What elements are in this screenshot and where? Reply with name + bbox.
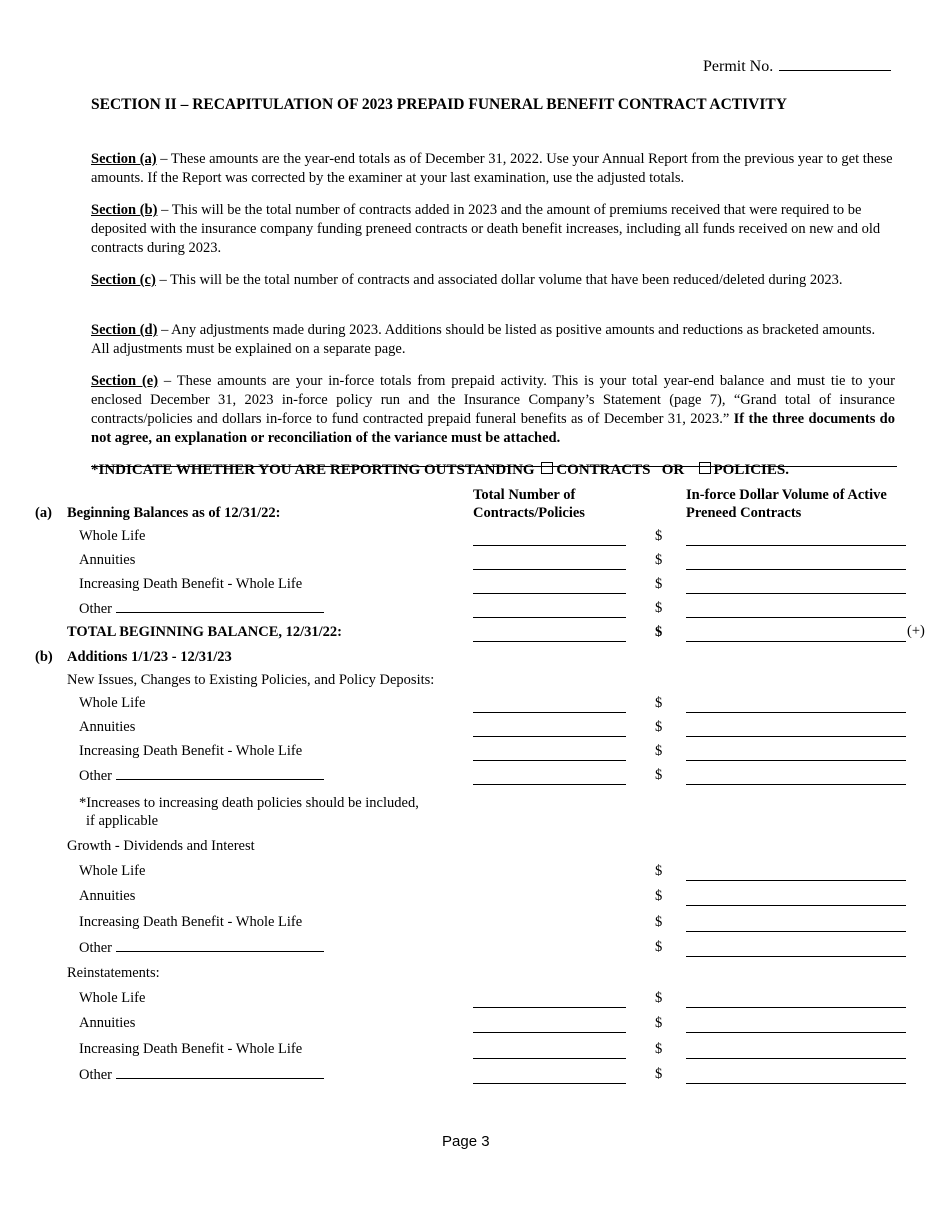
instruction-section-d: [91, 321, 895, 359]
policies-option-label: POLICIES.: [713, 462, 789, 478]
instruction-text: – These amounts are the year-end totals as of December 31, 2022. Use your Annual Report from the previous year to get these amounts. If the Report was corrected by the examiner at your last examination, use the adjusted totals.: [91, 151, 893, 186]
dollar-sign: $: [655, 767, 663, 783]
dollar-sign: $: [655, 743, 663, 759]
amount-field[interactable]: [686, 956, 906, 957]
row-label: Annuities: [79, 1015, 136, 1031]
increase-note-line2: if applicable: [86, 813, 159, 829]
permit-number-field[interactable]: [779, 56, 891, 71]
new-issues-heading: New Issues, Changes to Existing Policies, and Policy Deposits:: [67, 672, 435, 688]
other-label: Other: [79, 1067, 113, 1083]
row-label: Whole Life: [79, 990, 146, 1006]
policies-checkbox[interactable]: [699, 462, 711, 474]
amount-field[interactable]: [686, 784, 906, 785]
other-description-field[interactable]: [116, 939, 324, 952]
row-label: Annuities: [79, 888, 136, 904]
dollar-sign: $: [655, 1066, 663, 1082]
contracts-checkbox[interactable]: [541, 462, 553, 474]
count-field[interactable]: [473, 569, 626, 570]
dollar-sign: $: [655, 695, 663, 711]
section-title: SECTION II – RECAPITULATION OF 2023 PREPAID FUNERAL BENEFIT CONTRACT ACTIVITY: [91, 96, 787, 113]
count-field[interactable]: [473, 784, 626, 785]
instruction-text: – These amounts are your in-force totals from prepaid activity. This is your total year-end balance and must tie to your enclosed December 31, 2023 in-force policy run and the Insurance Company’s Statement (page 7), “Grand total of insurance contracts/policies and dollars in-force to fund contracted prepaid funeral benefits as of December 31, 2023.”: [91, 373, 895, 427]
amount-field[interactable]: [686, 569, 906, 570]
amount-field[interactable]: [686, 931, 906, 932]
amount-field[interactable]: [686, 1032, 906, 1033]
row-label-other: [79, 1066, 324, 1084]
row-label: Whole Life: [79, 528, 146, 544]
section-b-letter: (b): [35, 649, 53, 665]
instruction-section-e: [91, 372, 895, 448]
instruction-section-b: [91, 201, 895, 258]
amount-field[interactable]: [686, 1058, 906, 1059]
other-label: Other: [79, 940, 113, 956]
dollar-sign: $: [655, 600, 663, 616]
total-amount-field[interactable]: [686, 641, 906, 642]
instruction-text: – This will be the total number of contracts and associated dollar volume that have been reduced/deleted during 2023.: [155, 272, 843, 288]
count-field[interactable]: [473, 593, 626, 594]
amount-field[interactable]: [686, 905, 906, 906]
row-label: Increasing Death Benefit - Whole Life: [79, 576, 303, 592]
other-description-field[interactable]: [116, 600, 324, 613]
column-header-count: Total Number of Contracts/Policies: [473, 487, 585, 521]
row-label-other: [79, 939, 324, 957]
instruction-bold-text: If the three documents do not agree, an explanation or reconciliation of the variance must be attached.: [91, 411, 896, 446]
dollar-sign: $: [655, 552, 663, 568]
count-field[interactable]: [473, 712, 626, 713]
amount-field[interactable]: [686, 880, 906, 881]
row-label: Whole Life: [79, 695, 146, 711]
amount-field[interactable]: [686, 736, 906, 737]
section-a-letter: (a): [35, 505, 52, 521]
row-label: Increasing Death Benefit - Whole Life: [79, 914, 303, 930]
row-label: Increasing Death Benefit - Whole Life: [79, 1041, 303, 1057]
dollar-sign: $: [655, 624, 663, 640]
count-field[interactable]: [473, 1032, 626, 1033]
column-header-volume: In-force Dollar Volume of Active Preneed Contracts: [686, 487, 887, 521]
count-field[interactable]: [473, 545, 626, 546]
count-field[interactable]: [473, 1083, 626, 1084]
indicate-reporting: [91, 462, 789, 479]
other-description-field[interactable]: [116, 767, 324, 780]
dollar-sign: $: [655, 863, 663, 879]
dollar-sign: $: [655, 1041, 663, 1057]
count-field[interactable]: [473, 760, 626, 761]
row-label: Annuities: [79, 719, 136, 735]
row-label: Increasing Death Benefit - Whole Life: [79, 743, 303, 759]
plus-marker: (+): [907, 623, 925, 639]
other-description-field[interactable]: [116, 1066, 324, 1079]
amount-field[interactable]: [686, 1007, 906, 1008]
amount-field[interactable]: [686, 593, 906, 594]
amount-field[interactable]: [686, 545, 906, 546]
or-label: OR: [661, 462, 685, 478]
dollar-sign: $: [655, 888, 663, 904]
growth-heading: Growth - Dividends and Interest: [67, 838, 255, 854]
dollar-sign: $: [655, 719, 663, 735]
increase-note-line1: *Increases to increasing death policies should be included,: [79, 795, 419, 811]
row-label: Annuities: [79, 552, 136, 568]
indicate-prefix: *INDICATE WHETHER YOU ARE REPORTING OUTSTANDING: [91, 462, 535, 478]
amount-field[interactable]: [686, 617, 906, 618]
instruction-label: Section (a): [91, 151, 157, 167]
count-field[interactable]: [473, 736, 626, 737]
dollar-sign: $: [655, 990, 663, 1006]
indicate-divider: [91, 466, 897, 467]
reinstatements-heading: Reinstatements:: [67, 965, 160, 981]
permit-label: Permit No.: [703, 58, 774, 75]
instruction-label: Section (c): [91, 272, 156, 288]
count-field[interactable]: [473, 617, 626, 618]
instruction-section-a: [91, 150, 895, 188]
instruction-label: Section (d): [91, 322, 158, 338]
dollar-sign: $: [655, 528, 663, 544]
count-field[interactable]: [473, 1058, 626, 1059]
page-number: Page 3: [442, 1133, 490, 1150]
contracts-option-label: CONTRACTS: [556, 462, 651, 478]
instruction-section-c: [91, 271, 895, 290]
instruction-text: – This will be the total number of contracts added in 2023 and the amount of premiums received that were required to be deposited with the insurance company funding preneed contracts or death benefit increases, including all funds received on new and old contracts during 2023.: [91, 202, 881, 256]
dollar-sign: $: [655, 1015, 663, 1031]
total-count-field[interactable]: [473, 641, 626, 642]
dollar-sign: $: [655, 939, 663, 955]
count-field[interactable]: [473, 1007, 626, 1008]
amount-field[interactable]: [686, 712, 906, 713]
permit-number: [703, 56, 891, 76]
dollar-sign: $: [655, 576, 663, 592]
section-b-heading: Additions 1/1/23 - 12/31/23: [67, 649, 232, 665]
total-beginning-balance-label: TOTAL BEGINNING BALANCE, 12/31/22:: [67, 624, 343, 640]
instruction-label: Section (b): [91, 202, 158, 218]
row-label-other: [79, 600, 324, 618]
row-label-other: [79, 767, 324, 785]
other-label: Other: [79, 768, 113, 784]
other-label: Other: [79, 601, 113, 617]
section-a-heading: Beginning Balances as of 12/31/22:: [67, 505, 281, 521]
amount-field[interactable]: [686, 760, 906, 761]
row-label: Whole Life: [79, 863, 146, 879]
instruction-label: Section (e): [91, 373, 159, 389]
instruction-text: – Any adjustments made during 2023. Additions should be listed as positive amounts and reductions as bracketed amounts. All adjustments must be explained on a separate page.: [91, 322, 876, 357]
dollar-sign: $: [655, 914, 663, 930]
amount-field[interactable]: [686, 1083, 906, 1084]
